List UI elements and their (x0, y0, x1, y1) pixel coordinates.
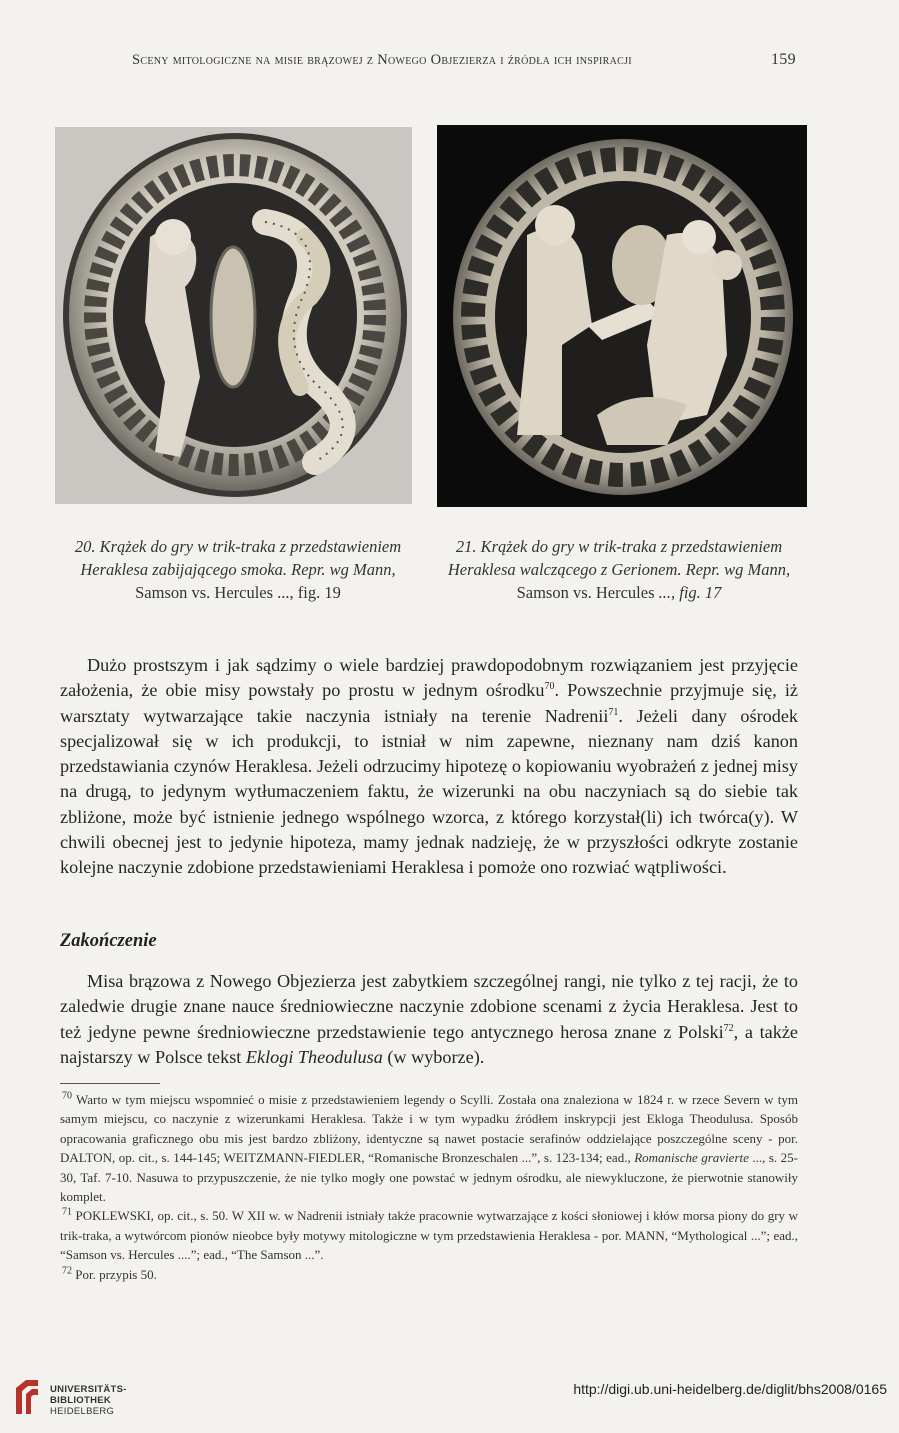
library-logo[interactable] (12, 1378, 162, 1423)
figure-21-caption-text: Krążek do gry w trik-traka z przedstawieniem Heraklesa walczącego z Gerionem. Repr. wg Mann, (447, 537, 791, 579)
para2-text-a: Misa brązowa z Nowego Objezierza jest zabytkiem szczególnej rangi, nie tylko z tej racji, że to zaledwie drugie znane nauce średniowieczne naczynie zdobione scenami z życia Heraklesa. Jest to też jedyne pewne średniowieczne przedstawienie tego antycznego herosa znane z Polski (60, 971, 798, 1042)
figure-21-caption-source: Samson vs. Hercules (516, 583, 655, 602)
library-name-line-3: HEIDELBERG (50, 1406, 115, 1417)
para1-text-b: . Powszechnie przyjmuje się, iż warsztaty wytwarzające takie naczynia istniały na terenie Nadrenii (60, 680, 798, 726)
figure-21-caption-ref: ..., fig. 17 (658, 583, 722, 602)
figure-20-caption (58, 535, 418, 604)
footnote-71-text: POKLEWSKI, op. cit., s. 50. W XII w. w Nadrenii istniały także pracownie wytwarzające z kości słoniowej i kłów morsa piony do gry w trik-traka, a wytwórcom pionów nieobce były motywy mitologiczne w tym przedstawienia Heraklesa - por. MANN, “Mythological ...”; ead., “Samson vs. Hercules ....”; ead., “The Samson ...”. (60, 1208, 798, 1263)
footnote-divider (60, 1083, 160, 1084)
para2-text-b: , a także najstarszy w Polsce tekst (60, 1021, 798, 1067)
page-number: 159 (771, 51, 796, 68)
library-logo-label (50, 1384, 127, 1417)
figure-20-caption-source: Samson vs. Hercules ..., fig. 19 (135, 583, 341, 602)
figure-21-image (437, 125, 807, 507)
running-title: Sceny mitologiczne na misie brązowej z Nowego Objezierza i źródła ich inspiracji (132, 52, 632, 68)
footnote-ref-71[interactable]: 71 (608, 706, 619, 718)
footnote-70-italic: Romanische gravierte (634, 1150, 749, 1166)
section-heading: Zakończenie (60, 931, 157, 951)
body-paragraph-2 (60, 969, 798, 1070)
footnote-70 (60, 1090, 798, 1206)
footnote-ref-70[interactable]: 70 (544, 681, 555, 693)
library-logo-icon (12, 1378, 42, 1416)
para1-text-a: Dużo prostszym i jak sądzimy o wiele bardziej prawdopodobnym rozwiązaniem jest przyjęcie założenia, że obie misy powstały po prostu w jednym ośrodku (60, 655, 798, 701)
figure-20-caption-text: Krążek do gry w trik-traka z przedstawieniem Heraklesa zabijającego smoka. Repr. wg Mann, (80, 537, 402, 579)
para2-title-italic: Eklogi Theodulusa (245, 1046, 383, 1067)
source-url[interactable]: http://digi.ub.uni-heidelberg.de/diglit/bhs2008/0165 (573, 1381, 887, 1397)
figure-21-number: 21. (455, 537, 477, 556)
library-name-line-1: UNIVERSITÄTS- (50, 1384, 127, 1395)
footnote-72-text: Por. przypis 50. (72, 1266, 157, 1282)
footnote-ref-72[interactable]: 72 (723, 1022, 734, 1034)
footnote-72-number: 72 (62, 1265, 72, 1277)
figure-21-caption (438, 535, 800, 604)
footnotes (60, 1090, 798, 1284)
figure-20-image (55, 127, 412, 504)
footnote-71 (60, 1206, 798, 1264)
para1-text-c: . Jeżeli dany ośrodek specjalizował się w ich produkcji, to istniał w nim zapewne, nieznany nam dziś kanon przedstawiania czynów Heraklesa. Jeżeli odrzucimy hipotezę o kopiowaniu wyobrażeń z jednej misy na drugą, to jedynym wytłumaczeniem faktu, że wizerunki na obu naczyniach są do siebie tak zbliżone, może być istnienie jednego wspólnego wzorca, z którego korzystał(li) ich twórca(y). W chwili obecnej jest to jedynie hipoteza, mamy jednak nadzieję, że w przyszłości odkryte zostanie kolejne naczynie zdobione przedstawieniami Heraklesa i pomoże ono rozwiać wątpliwości. (60, 705, 798, 878)
footnote-70-text-b: ..., s. 25-30, Taf. 7-10. Nasuwa to przypuszczenie, że nie tylko mogły one powstać w jednym ośrodku, ale niewykluczone, że pierwotnie stanowiły komplet. (60, 1150, 799, 1205)
body-paragraph-1 (60, 653, 798, 881)
footnote-72 (60, 1265, 798, 1284)
footnote-70-number: 70 (62, 1090, 72, 1102)
figure-20-number: 20. (74, 537, 96, 556)
footnote-70-text-a: Warto w tym miejscu wspomnieć o misie z przedstawieniem legendy o Scylli. Została ona znaleziona w 1824 r. w rzece Severn w tym samym miejscu, co naczynie z wizerunkami Heraklesa. Także i w tym wypadku źródłem inskrypcji jest Ekloga Theodulusa. Sposób opracowania graficznego obu mis jest bardzo zbliżony, identyczne są nawet postacie serafinów oddzielające poszczególne sceny - por. DALTON, op. cit., s. 144-145; WEITZMANN-FIEDLER, “Romanische Bronzeschalen ...”, s. 123-134; ead., (60, 1092, 798, 1166)
para2-text-c: (w wyborze). (382, 1046, 485, 1067)
footnote-71-number: 71 (62, 1207, 72, 1219)
library-name-line-2: BIBLIOTHEK (50, 1395, 112, 1406)
